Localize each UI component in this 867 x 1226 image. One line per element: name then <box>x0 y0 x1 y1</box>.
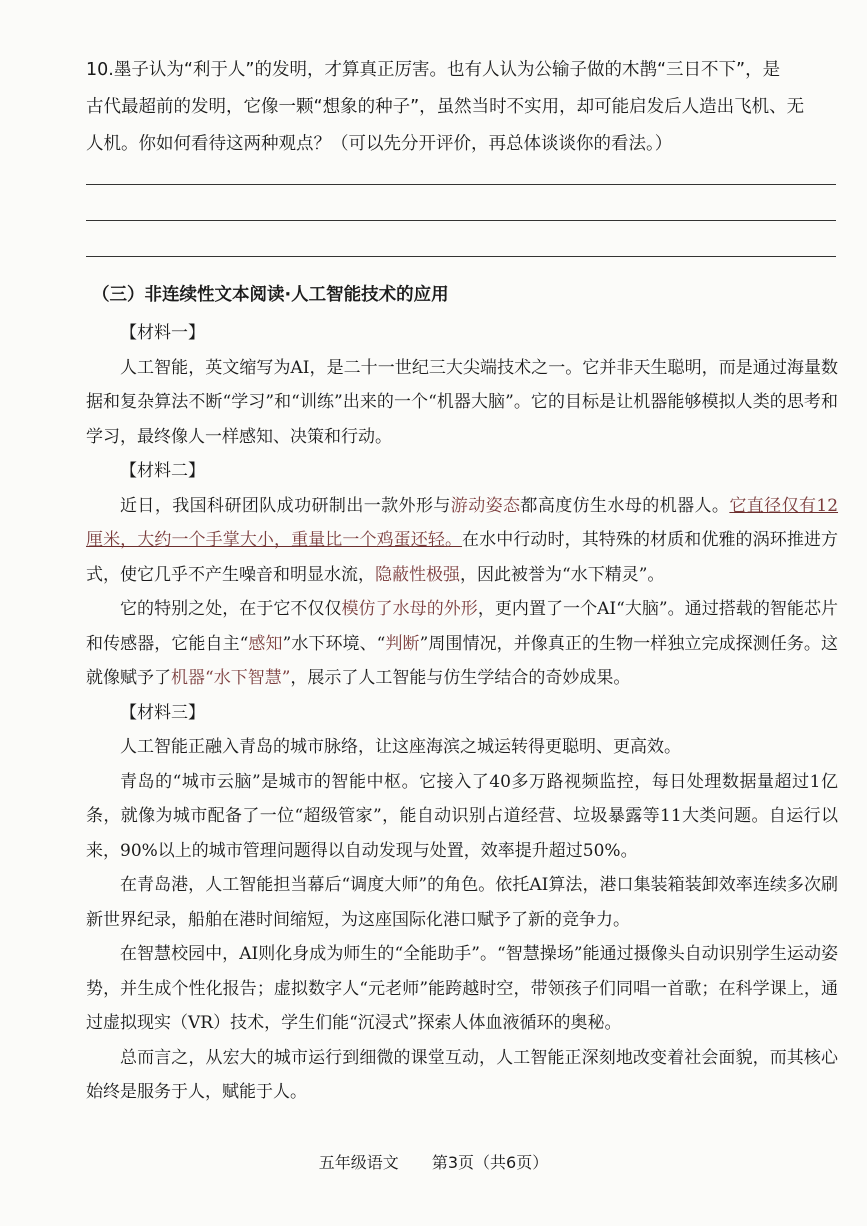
question-10-line-2: 古代最超前的发明，它像一颗“想象的种子”，虽然当时不实用，却可能启发后人造出飞机、无 <box>86 97 805 117</box>
material-3-paragraph-1: 人工智能正融入青岛的城市脉络，让这座海滨之城运转得更聪明、更高效。 <box>120 737 681 757</box>
question-10 <box>86 52 838 163</box>
text-run: ，因此被誉为“水下精灵”。 <box>460 564 665 585</box>
text-run: 近日，我国科研团队成功研制出一款外形与 <box>120 495 451 516</box>
material-3-label: 【材料三】 <box>120 702 205 723</box>
text-run: ”水下环境、“ <box>282 633 386 654</box>
reading-materials <box>86 316 838 1110</box>
highlight-judge: 判断 <box>385 633 420 654</box>
highlight-underwater-wisdom: 机器“水下智慧” <box>171 668 291 688</box>
page-footer <box>0 1150 867 1173</box>
material-3-paragraph-2: 青岛的“城市云脑”是城市的智能中枢。它接入了40多万路视频监控，每日处理数据量超过1亿条，就像为城市配备了一位“超级管家”，能自动识别占道经营、垃圾暴露等11大类问题。自运行以来，90%以上的城市管理问题得以自动发现与处置，效率提升超过50%。 <box>86 771 838 861</box>
footer-page-number: 第3页（共6页） <box>431 1153 549 1172</box>
material-3-paragraph-4: 在智慧校园中，AI则化身成为师生的“全能助手”。“智慧操场”能通过摄像头自动识别学生运动姿势，并生成个性化报告；虚拟数字人“元老师”能跨越时空，带领孩子们同唱一首歌；在科学课上，通过虚拟现实（VR）技术，学生们能“沉浸式”探索人体血液循环的奥秘。 <box>86 944 838 1033</box>
highlight-perceive: 感知 <box>248 633 283 654</box>
text-run: 它的特别之处，在于它不仅仅 <box>120 599 342 619</box>
answer-line-3[interactable] <box>86 256 836 257</box>
answer-line-1[interactable] <box>86 184 836 185</box>
material-3-paragraph-5: 总而言之，从宏大的城市运行到细微的课堂互动，人工智能正深刻地改变着社会面貌，而其核心始终是服务于人，赋能于人。 <box>86 1047 838 1102</box>
material-2-paragraph-1 <box>86 489 838 593</box>
answer-line-2[interactable] <box>86 220 836 221</box>
section-title: （三）非连续性文本阅读·人工智能技术的应用 <box>92 285 449 305</box>
material-1-label: 【材料一】 <box>120 323 205 343</box>
footer-subject: 五年级语文 <box>318 1153 399 1172</box>
text-run: 在水中行动时，其特殊的材质和优雅的涡环推进方式，使它几乎不产生噪音和明显水流， <box>86 530 838 585</box>
highlight-swim-posture: 游动姿态 <box>450 495 521 516</box>
material-3-paragraph-3: 在青岛港，人工智能担当幕后“调度大师”的角色。依托AI算法，港口集装箱装卸效率连续多次刷新世界纪录，船舶在港时间缩短，为这座国际化港口赋予了新的竞争力。 <box>86 875 838 930</box>
text-run: ，更内置了一个AI“大脑”。通过搭载的智能芯片和传感器，它能自主“ <box>86 599 839 654</box>
underlined-size-sentence: 它直径仅有12厘米，大约一个手掌大小，重量比一个鸡蛋还轻。 <box>86 495 839 550</box>
question-10-line-1: 10.墨子认为“利于人”的发明，才算真正厉害。也有人认为公输子做的木鹊“三日不下”，是 <box>86 60 781 80</box>
highlight-concealment: 隐蔽性极强 <box>375 564 460 585</box>
highlight-imitate-shape: 模仿了水母的外形 <box>341 599 478 619</box>
text-run: ”周围情况，并像真正的生物一样独立完成探测任务。这就像赋予了 <box>86 633 838 688</box>
material-2-paragraph-2 <box>86 592 838 696</box>
material-1-paragraph: 人工智能，英文缩写为AI，是二十一世纪三大尖端技术之一。它并非天生聪明，而是通过海量数据和复杂算法不断“学习”和“训练”出来的一个“机器大脑”。它的目标是让机器能够模拟人类的思考和学习，最终像人一样感知、决策和行动。 <box>86 357 838 447</box>
text-run: ，展示了人工智能与仿生学结合的奇妙成果。 <box>290 668 631 688</box>
text-run: 都高度仿生水母的机器人。 <box>520 495 730 516</box>
material-2-label: 【材料二】 <box>120 461 205 481</box>
question-10-line-3: 人机。你如何看待这两种观点？（可以先分开评价，再总体谈谈你的看法。） <box>86 134 673 154</box>
